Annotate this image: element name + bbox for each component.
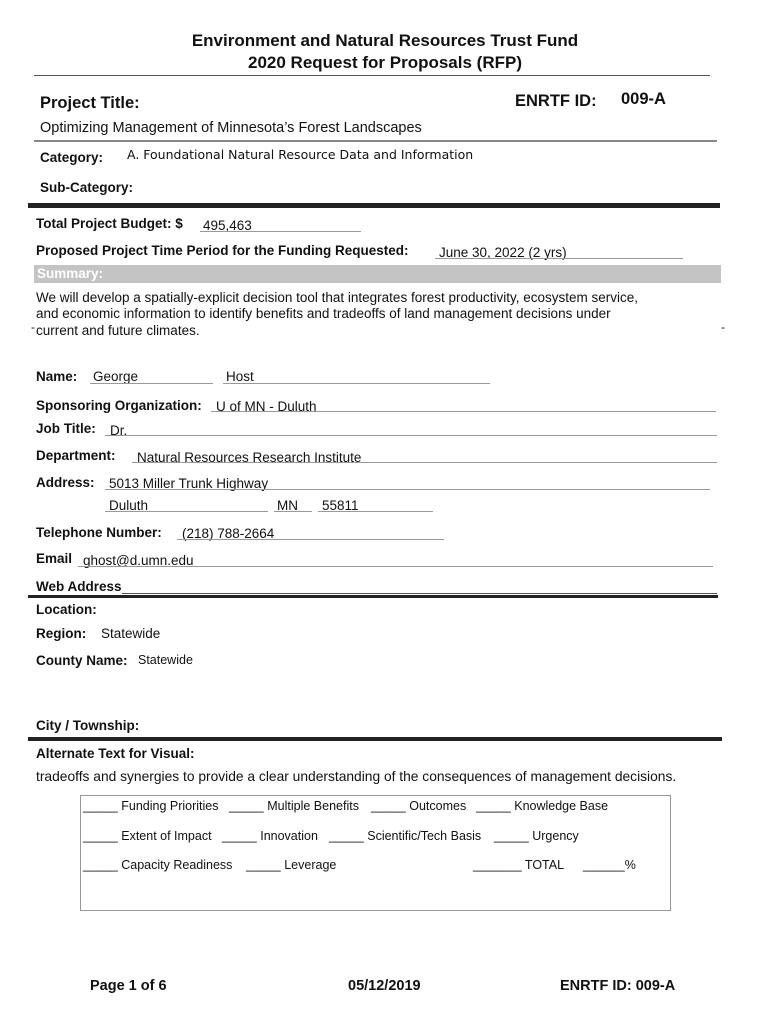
footer-date: 05/12/2019: [348, 978, 421, 994]
department-value: Natural Resources Research Institute: [137, 450, 362, 465]
address-label: Address:: [36, 475, 95, 490]
org-label: Sponsoring Organization:: [36, 398, 202, 413]
phone-label: Telephone Number:: [36, 525, 162, 540]
email-value: ghost@d.umn.edu: [83, 553, 194, 568]
footer-enrtf-id: ENRTF ID: 009-A: [560, 978, 676, 994]
phone-value: (218) 788-2664: [182, 526, 275, 541]
margin-mark-right: -: [721, 320, 725, 334]
criterion-leverage: _____ Leverage: [246, 858, 337, 872]
summary-label: Summary:: [37, 266, 104, 281]
city-underline: [105, 511, 268, 512]
summary-line-2: and economic information to identify benefits and tradeoffs of land management decisions under: [36, 306, 611, 321]
criterion-knowledge-base: _____ Knowledge Base: [476, 799, 609, 813]
summary-line-3: current and future climates.: [36, 323, 200, 338]
region-label: Region:: [36, 626, 87, 641]
criterion-outcomes: _____ Outcomes: [371, 799, 467, 813]
org-underline: [211, 411, 716, 412]
alt-text-label: Alternate Text for Visual:: [36, 746, 195, 761]
criterion-innovation: _____ Innovation: [222, 829, 318, 843]
project-title-value: Optimizing Management of Minnesota’s Forest Landscapes: [40, 120, 422, 136]
county-value: Statewide: [138, 653, 193, 667]
state-underline: [274, 511, 312, 512]
web-address-underline: [122, 593, 717, 594]
criterion-multiple-benefits: _____ Multiple Benefits: [229, 799, 359, 813]
document-subtitle: 2020 Request for Proposals (RFP): [248, 53, 522, 72]
state-value: MN: [277, 498, 298, 513]
first-name-underline: [90, 383, 213, 384]
city-township-label: City / Township:: [36, 718, 140, 733]
footer-page-number: Page 1 of 6: [90, 978, 167, 994]
enrtf-id-label: ENRTF ID:: [515, 92, 597, 110]
criterion-funding-priorities: _____ Funding Priorities: [83, 799, 219, 813]
email-underline: [78, 566, 713, 567]
alt-text-value: tradeoffs and synergies to provide a clear understanding of the consequences of management decisions.: [36, 769, 677, 784]
summary-line-1: We will develop a spatially-explicit decision tool that integrates forest productivity, ecosystem service,: [36, 290, 639, 305]
criterion-capacity-readiness: _____ Capacity Readiness: [83, 858, 233, 872]
phone-underline: [177, 539, 444, 540]
county-label: County Name:: [36, 653, 128, 668]
criterion-scientific-basis: _____ Scientific/Tech Basis: [329, 829, 482, 843]
email-label: Email: [36, 551, 73, 566]
document-title: Environment and Natural Resources Trust Fund: [191, 31, 579, 50]
last-name-underline: [223, 383, 490, 384]
job-title-value: Dr.: [110, 423, 128, 438]
zip-underline: [318, 511, 433, 512]
period-label: Proposed Project Time Period for the Funding Requested:: [36, 243, 409, 258]
period-underline: [435, 258, 683, 259]
scoring-total: _______ TOTAL: [473, 858, 565, 872]
job-title-underline: [105, 435, 717, 436]
criterion-urgency: _____ Urgency: [494, 829, 579, 843]
enrtf-id-value: 009-A: [621, 90, 666, 108]
location-divider: [28, 737, 722, 741]
period-value: June 30, 2022 (2 yrs): [439, 245, 567, 260]
title-divider: [34, 140, 717, 142]
city-value: Duluth: [109, 498, 149, 513]
criterion-extent-of-impact: _____ Extent of Impact: [83, 829, 212, 843]
header-divider: [34, 75, 710, 76]
category-label: Category:: [40, 150, 104, 165]
budget-label: Total Project Budget: $: [36, 216, 183, 231]
budget-underline: [200, 231, 361, 232]
job-title-label: Job Title:: [36, 421, 96, 436]
category-value: A. Foundational Natural Resource Data and Information: [127, 147, 474, 162]
street-underline: [105, 489, 710, 490]
contact-divider: [28, 595, 718, 598]
name-label: Name:: [36, 369, 78, 384]
web-address-label: Web Address: [36, 579, 122, 594]
department-underline: [132, 462, 717, 463]
first-name-value: George: [93, 369, 139, 384]
org-value: U of MN - Duluth: [216, 399, 317, 414]
location-label: Location:: [36, 602, 97, 617]
last-name-value: Host: [226, 369, 254, 384]
margin-mark-left: -: [31, 320, 35, 334]
budget-value: 495,463: [203, 218, 252, 233]
zip-value: 55811: [322, 498, 359, 513]
project-title-label: Project Title:: [40, 94, 140, 112]
region-value: Statewide: [101, 626, 161, 641]
street-value: 5013 Miller Trunk Highway: [109, 476, 269, 491]
section-divider-thick: [28, 203, 720, 208]
scoring-percent: ______%: [583, 858, 636, 872]
department-label: Department:: [36, 448, 116, 463]
summary-bar: [34, 265, 721, 283]
subcategory-label: Sub-Category:: [40, 180, 134, 195]
